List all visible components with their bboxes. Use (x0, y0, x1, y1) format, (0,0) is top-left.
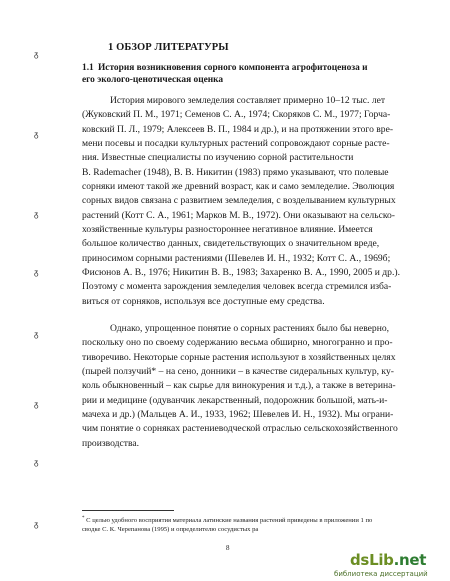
text-line: производства. (82, 437, 140, 449)
watermark-logo: dsLib.net (350, 551, 427, 569)
text-line: Поэтому с момента зарождения земледелия человек всегда стремился изба- (82, 281, 392, 293)
text-line: (пырей ползучий* – на сено, донники – в качестве сидеральных культур, ку- (82, 366, 394, 378)
text-line: B. Rademacher (1948), В. В. Никитин (1983) прямо указывают, что полевые (82, 166, 389, 178)
margin-mark-icon: ᵹ (34, 520, 39, 529)
footnote (82, 515, 412, 534)
text-line: виться от сорняков, используя все доступные ему средства. (82, 295, 325, 307)
text-line: рии и медицине (одуванчик лекарственный, подорожник большой, мать-и- (82, 394, 388, 406)
margin-mark-icon: ᵹ (34, 50, 39, 59)
footnote-rule (82, 510, 174, 511)
margin-mark-icon: ᵹ (34, 330, 39, 339)
text-line: растений (Котт С. А., 1961; Марков М. В., 1972). Они оказывают на сельско- (82, 209, 395, 221)
text-line: хозяйственные культуры разностороннее негативное влияние. Имеется (82, 224, 373, 236)
text-line: поскольку оно по своему содержанию весьма обширно, многогранно и про- (82, 337, 393, 349)
text-line: (Жуковский П. М., 1971; Семенов С. А., 1974; Скоряков С. М., 1977; Горча- (82, 109, 391, 121)
chapter-heading: 1 ОБЗОР ЛИТЕРАТУРЫ (108, 42, 229, 53)
margin-mark-icon: ᵹ (34, 400, 39, 409)
text-line: История мирового земледелия составляет примерно 10–12 тыс. лет (110, 95, 386, 106)
text-line: коль обыкновенный – как сырье для винокурения и т.д.), а также в ветерина- (82, 380, 396, 392)
text-line: мени посевы и посадки культурных растений сопровождают сорные расте- (82, 138, 390, 150)
paragraph-2 (82, 322, 412, 451)
text-line: чим понятие о сорняках растениеводческой отраслью сельскохозяйственного (82, 423, 398, 435)
text-line: тиворечиво. Некоторые сорные растения используют в хозяйственных целях (82, 351, 396, 363)
watermark (334, 551, 446, 581)
text-line: сорняки имеют такой же древний возраст, как и само земледелие. Эволюция (82, 181, 395, 193)
text-line: Фисюнов А. В., 1976; Никитин В. В., 1983; Захаренко В. А., 1990, 2005 и др.). (82, 267, 400, 279)
text-line: большое количество данных, свидетельствующих о значительном вреде, (82, 238, 380, 250)
footnote-line1: С целью удобного восприятия материала латинские названия растений приведены в приложении 1 по (84, 517, 373, 525)
section-title-line1: История возникновения сорного компонента агрофитоценоза и (98, 63, 368, 73)
paragraph-1 (82, 94, 412, 309)
page-number: 8 (226, 544, 230, 552)
section-title-line2: его эколого-ценотическая оценка (82, 75, 224, 85)
section-number: 1.1 (82, 63, 94, 73)
text-line: приносимом сорными растениями (Шевелев И. Н., 1932; Котт С. А., 1969б; (82, 252, 391, 264)
margin-mark-icon: ᵹ (34, 130, 39, 139)
margin-mark-icon: ᵹ (34, 458, 39, 467)
text-line: ния. Известные специалисты по изучению сорной растительности (82, 152, 354, 164)
margin-mark-icon: ᵹ (34, 268, 39, 277)
section-heading (82, 62, 412, 86)
watermark-subtitle: библиотека диссертаций (334, 570, 428, 578)
text-line: Однако, упрощенное понятие о сорных растениях было бы неверно, (110, 323, 390, 334)
footnote-marker: * (82, 516, 85, 521)
margin-mark-icon: ᵹ (34, 210, 39, 219)
text-line: ковский П. Л., 1979; Алексеев В. П., 1984 и др.), и на протяжении этого вре- (82, 123, 394, 135)
text-line: мачеха и др.) (Мальцев А. И., 1933, 1962; Шевелев И. Н., 1932). Мы ограни- (82, 409, 394, 421)
text-line: сорных видов связана с развитием земледелия, с возделыванием культурных (82, 195, 396, 207)
footnote-line2: сводке С. К. Черепанова (1995) и определителю сосудистых ра (82, 525, 259, 533)
